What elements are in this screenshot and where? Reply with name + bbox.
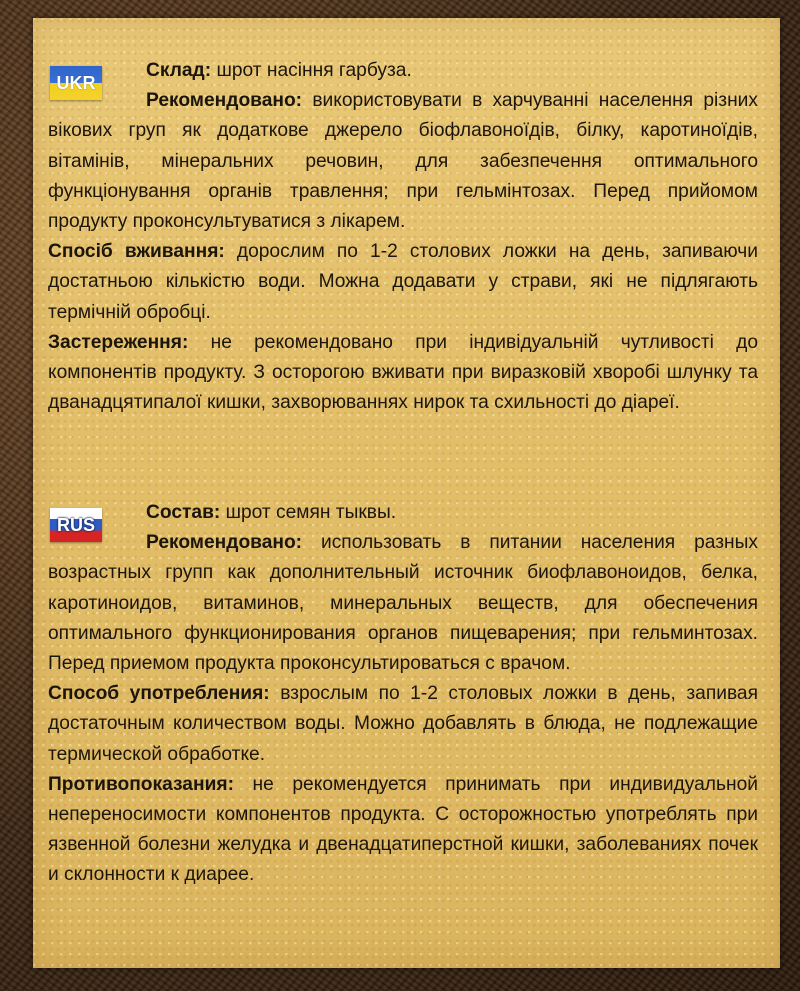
rus-contraindications-heading: Противопоказания:: [48, 773, 234, 795]
ukr-recommended-text: використовувати в харчуванні населення різних вікових груп як додаткове джерело біофлавоноїдів, білку, каротиноїдів, вітамінів, мінеральних речовин, для забезпечення оптимального функціонування органів травлення; при гельмінтозах. Перед прийомом продукту проконсультуватися з лікарем.: [48, 90, 758, 233]
ukr-usage-text: дорослим по 1-2 столових ложки на день, запиваючи достатньою кількістю води. Можна додавати у страви, які не підлягають термічній обробці.: [48, 241, 758, 323]
ukr-warnings: [48, 328, 758, 419]
ukr-recommended: [48, 86, 758, 237]
ukrainian-section: [48, 56, 758, 418]
rus-composition-text: шрот семян тыквы.: [220, 502, 397, 523]
rus-usage-text: взрослым по 1-2 столовых ложки в день, запивая достаточным количеством воды. Можно добавлять в блюда, не подлежащие термической обработке.: [48, 683, 758, 765]
ukr-composition-heading: Склад:: [146, 60, 212, 81]
rus-composition-heading: Состав:: [146, 502, 221, 523]
rus-flag-label: RUS: [56, 514, 95, 535]
russian-section: [48, 498, 758, 891]
ukrainian-text: [48, 56, 758, 418]
rus-recommended-text: использовать в питании населения разных возрастных групп как дополнительный источник биофлавоноидов, белка, каротиноидов, витаминов, минеральных веществ, для обеспечения оптимального функционирования органов пищеварения; при гельминтозах. Перед приемом продукта проконсультироваться с врачом.: [48, 532, 758, 675]
ukr-warnings-text: не рекомендовано при індивідуальній чутливості до компонентів продукту. З осторогою вживати при виразковій хворобі шлунку та дванадцятипалої кишки, захворюваннях нирок та схильності до діареї.: [48, 331, 758, 414]
ukr-flag-label: UKR: [56, 72, 96, 93]
russian-text: [48, 498, 758, 891]
ukr-usage: [48, 237, 758, 328]
ukr-composition: [48, 56, 758, 86]
russia-flag-icon: [50, 508, 102, 542]
rus-recommended-heading: Рекомендовано:: [146, 532, 303, 554]
rus-usage: [48, 679, 758, 770]
rus-recommended: [48, 528, 758, 679]
product-label-card: [33, 18, 780, 968]
rus-composition: [48, 498, 758, 528]
ukr-recommended-heading: Рекомендовано:: [146, 90, 303, 112]
ukr-composition-text: шрот насіння гарбуза.: [211, 60, 412, 81]
rus-contraindications-text: не рекомендуется принимать при индивидуальной непереносимости компонентов продукта. С осторожностью употреблять при язвенной болезни желудка и двенадцатиперстной кишки, заболеваниях почек и склонности к диарее.: [48, 773, 758, 886]
rus-contraindications: [48, 770, 758, 891]
ukr-warnings-heading: Застереження:: [48, 331, 189, 353]
rus-usage-heading: Способ употребления:: [48, 683, 270, 705]
ukr-usage-heading: Спосіб вживання:: [48, 241, 225, 263]
ukraine-flag-icon: [50, 66, 102, 100]
